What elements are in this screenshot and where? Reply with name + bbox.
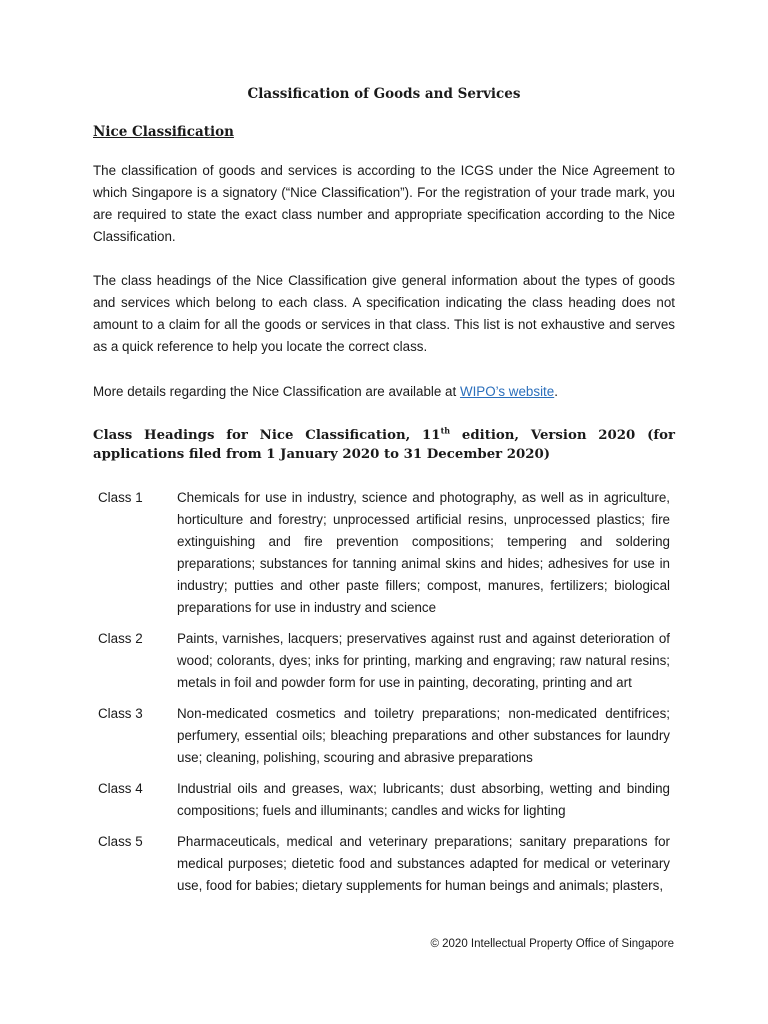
class-headings-title <box>93 426 675 464</box>
class-list <box>98 487 670 906</box>
class-label: Class 4 <box>98 781 143 796</box>
class-row-2 <box>98 628 670 694</box>
class-label: Class 1 <box>98 490 143 505</box>
class-description: Non-medicated cosmetics and toiletry preparations; non-medicated dentifrices; perfumery, essential oils; bleaching preparations and other substances for laundry use; cleaning, polishing, scouring and abrasive preparations <box>177 706 670 765</box>
intro-paragraph: The classification of goods and services is according to the ICGS under the Nice Agreement to which Singapore is a signatory (“Nice Classification”). For the registration of your trade mark, you are required to state the exact class number and appropriate specification according to the Nice Classification. <box>93 163 675 244</box>
class-label: Class 2 <box>98 631 143 646</box>
section-heading-nice-classification: Nice Classification <box>93 124 234 140</box>
class-row-5 <box>98 831 670 897</box>
class-headings-paragraph: The class headings of the Nice Classification give general information about the types of goods and services which belong to each class. A specification indicating the class heading does not amount to a claim for all the goods or services in that class. This list is not exhaustive and serves as a quick reference to help you locate the correct class. <box>93 273 675 354</box>
class-description: Chemicals for use in industry, science and photography, as well as in agriculture, horticulture and forestry; unprocessed artificial resins, unprocessed plastics; fire extinguishing and fire prevention compositions; tempering and soldering preparations; substances for tanning animal skins and hides; adhesives for use in industry; putties and other paste fillers; compost, manures, fertilizers; biological preparations for use in industry and science <box>177 490 670 615</box>
class-row-1 <box>98 487 670 619</box>
document-title: Classification of Goods and Services <box>247 86 521 102</box>
class-row-4 <box>98 778 670 822</box>
class-description: Industrial oils and greases, wax; lubricants; dust absorbing, wetting and binding compositions; fuels and illuminants; candles and wicks for lighting <box>177 781 670 818</box>
class-headings-title-rest: edition, Version 2020 (for applications filed from 1 January 2020 to 31 December 2020) <box>93 428 675 462</box>
class-description: Paints, varnishes, lacquers; preservatives against rust and against deterioration of wood; colorants, dyes; inks for printing, marking and engraving; raw natural resins; metals in foil and powder form for use in painting, decorating, printing and art <box>177 631 670 690</box>
class-row-3 <box>98 703 670 769</box>
class-description: Pharmaceuticals, medical and veterinary preparations; sanitary preparations for medical purposes; dietetic food and substances adapted for medical or veterinary use, food for babies; dietary supplements for human beings and animals; plasters, <box>177 834 670 893</box>
copyright-footer: © 2020 Intellectual Property Office of Singapore <box>430 938 674 950</box>
more-details-period: . <box>554 384 558 399</box>
class-label: Class 5 <box>98 834 143 849</box>
more-details-paragraph <box>93 381 675 403</box>
wipo-website-link[interactable]: WIPO’s website <box>459 384 555 399</box>
class-label: Class 3 <box>98 706 143 721</box>
edition-superscript: th <box>440 425 451 436</box>
more-details-text: More details regarding the Nice Classification are available at <box>93 384 460 399</box>
class-headings-title-text: Class Headings for Nice Classification, 11 <box>93 428 441 443</box>
